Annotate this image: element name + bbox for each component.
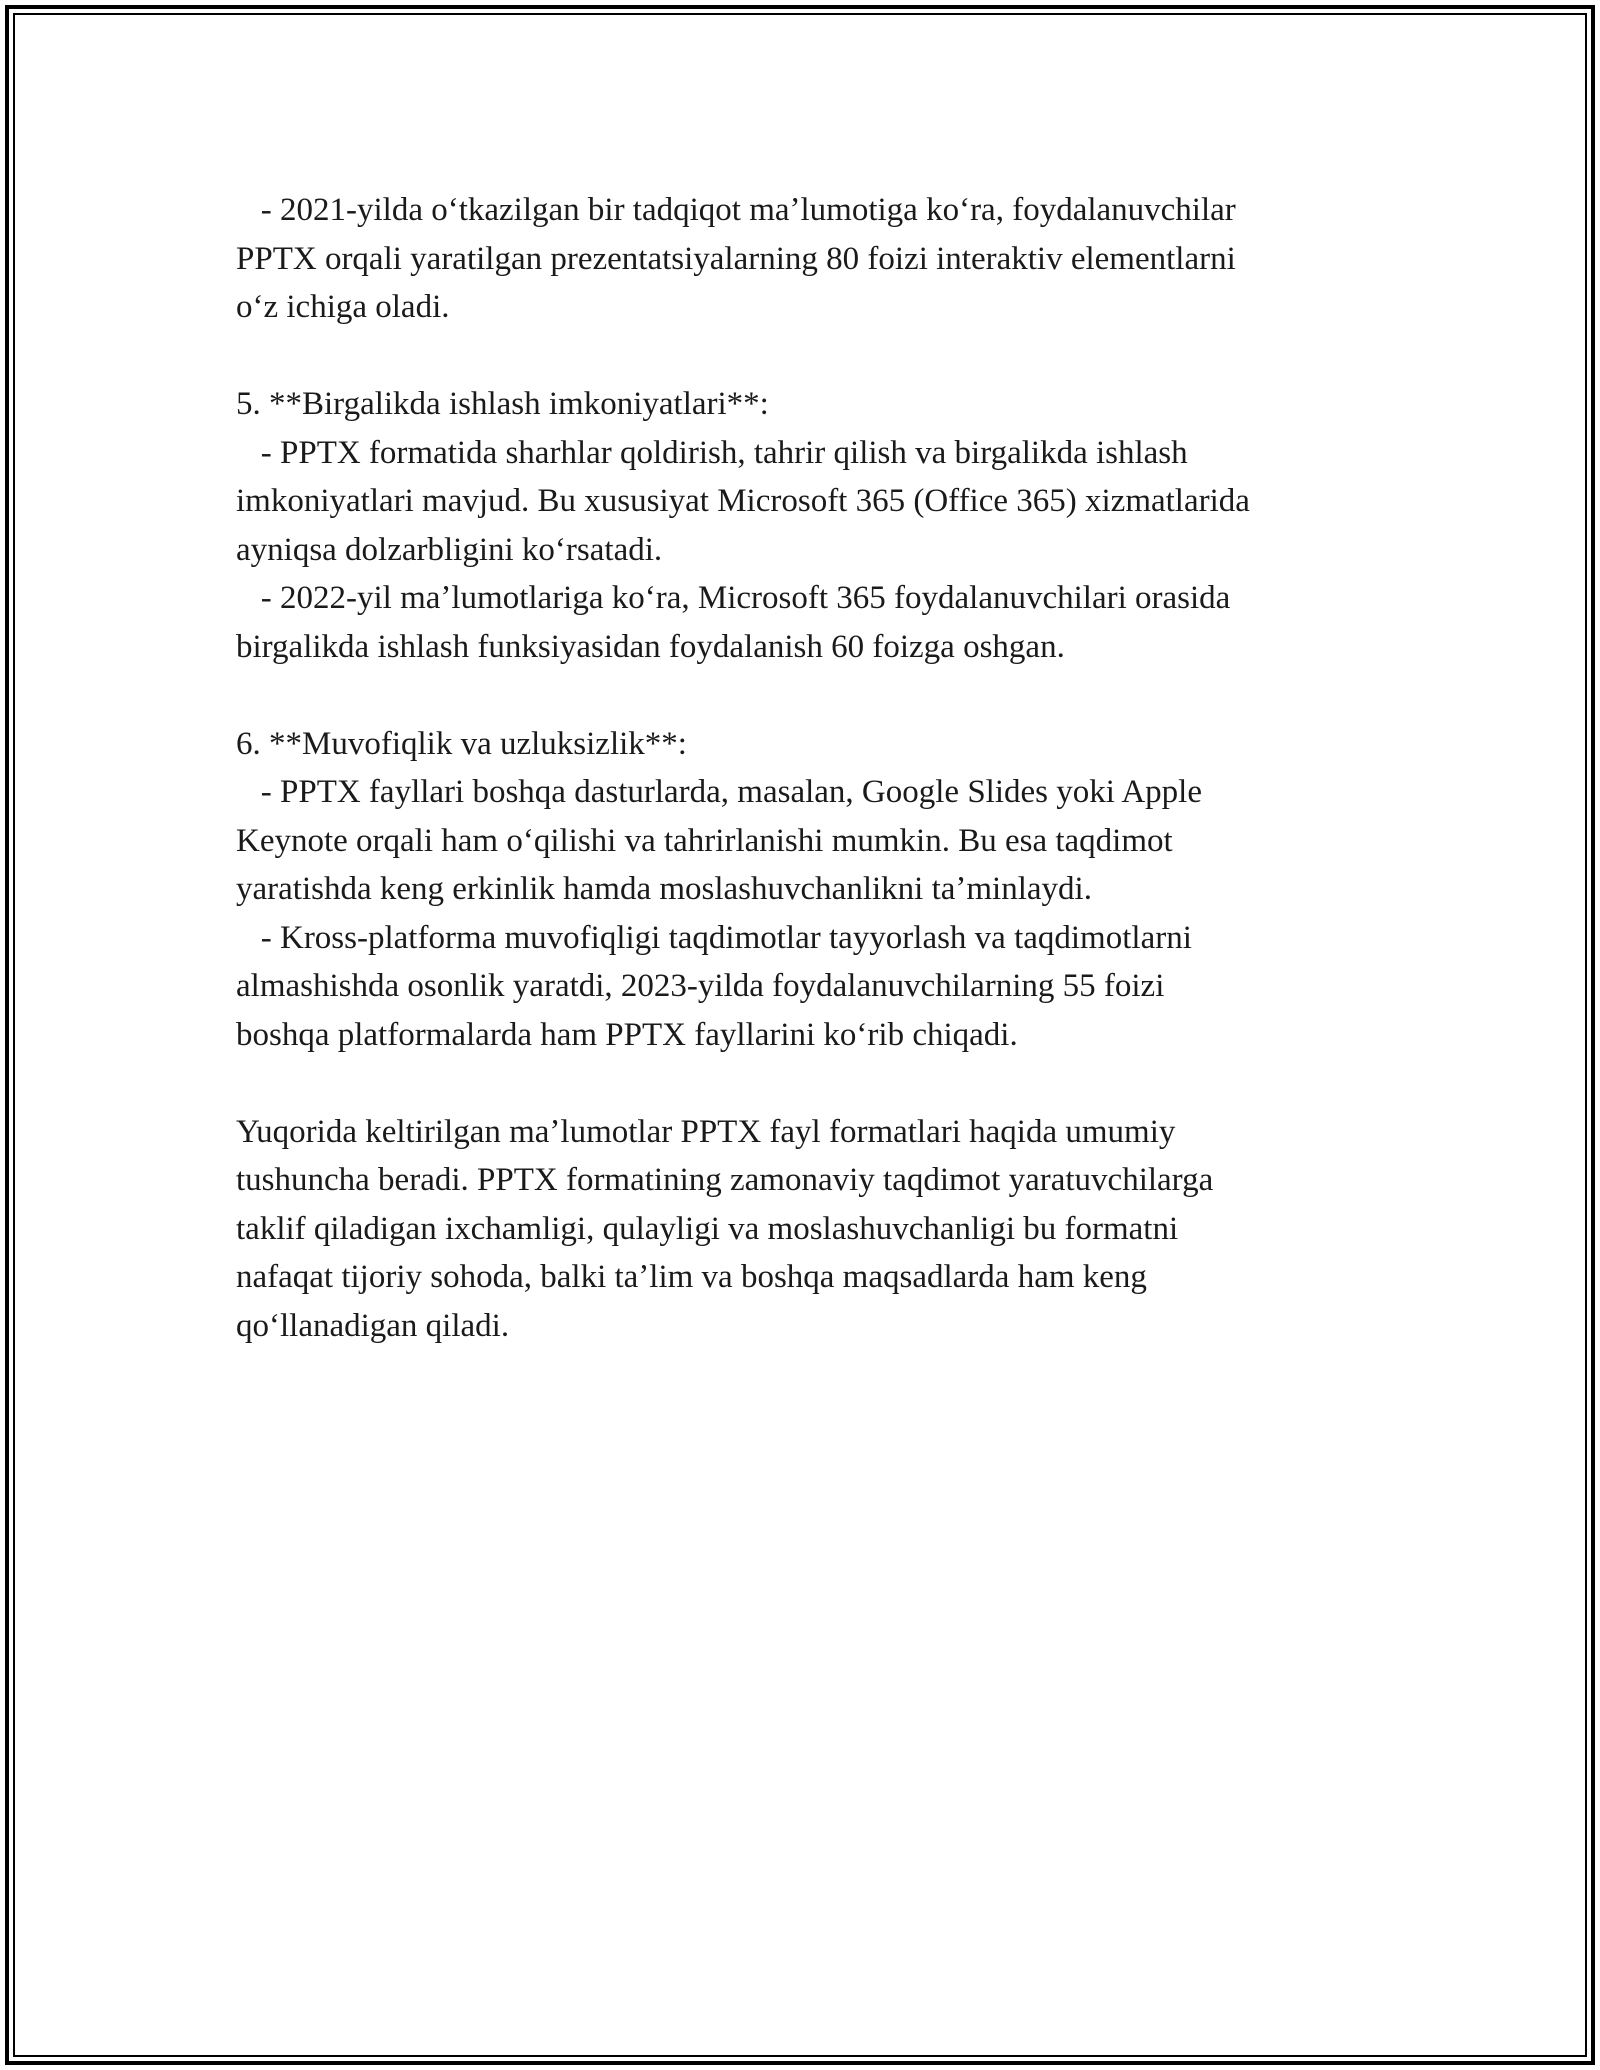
text-line: - 2021-yilda oʻtkazilgan bir tadqiqot maʼlumotiga koʻra, foydalanuvchilar xyxy=(236,192,1236,228)
text-line: tushuncha beradi. PPTX formatining zamonaviy taqdimot yaratuvchilarga xyxy=(236,1162,1214,1198)
section-collaboration xyxy=(236,380,1416,671)
paragraph-spacer xyxy=(236,671,1416,720)
text-line: almashishda osonlik yaratdi, 2023-yilda foydalanuvchilarning 55 foizi xyxy=(236,968,1165,1004)
text-line: qoʻllanadigan qiladi. xyxy=(236,1307,510,1344)
text-line: Keynote orqali ham oʻqilishi va tahrirlanishi mumkin. Bu esa taqdimot xyxy=(236,822,1173,859)
text-line: boshqa platformalarda ham PPTX fayllarini koʻrib chiqadi. xyxy=(236,1016,1018,1053)
paragraph-spacer xyxy=(236,332,1416,381)
text-line: Yuqorida keltirilgan maʼlumotlar PPTX fayl formatlari haqida umumiy xyxy=(236,1113,1176,1150)
document-body xyxy=(236,186,1416,1350)
text-line: yaratishda keng erkinlik hamda moslashuvchanlikni taʼminlaydi. xyxy=(236,871,1092,907)
text-line: oʻz ichiga oladi. xyxy=(236,289,450,325)
paragraph-spacer xyxy=(236,1059,1416,1108)
text-line: PPTX orqali yaratilgan prezentatsiyalarning 80 foizi interaktiv elementlarni xyxy=(236,240,1236,277)
section-heading: 5. **Birgalikda ishlash imkoniyatlari**: xyxy=(236,386,769,422)
text-line: ayniqsa dolzarbligini koʻrsatadi. xyxy=(236,531,663,568)
section-heading: 6. **Muvofiqlik va uzluksizlik**: xyxy=(236,725,687,762)
text-line: birgalikda ishlash funksiyasidan foydalanish 60 foizga oshgan. xyxy=(236,628,1065,665)
paragraph-research-2021 xyxy=(236,186,1416,332)
text-line: nafaqat tijoriy sohoda, balki taʼlim va boshqa maqsadlarda ham keng xyxy=(236,1259,1147,1295)
text-line: imkoniyatlari mavjud. Bu xususiyat Microsoft 365 (Office 365) xizmatlarida xyxy=(236,483,1250,519)
text-line: - PPTX formatida sharhlar qoldirish, tahrir qilish va birgalikda ishlash xyxy=(236,434,1188,471)
text-line: - Kross-platforma muvofiqligi taqdimotlar tayyorlash va taqdimotlarni xyxy=(236,919,1192,956)
text-line: - PPTX fayllari boshqa dasturlarda, masalan, Google Slides yoki Apple xyxy=(236,774,1202,810)
text-line: - 2022-yil maʼlumotlariga koʻra, Microsoft 365 foydalanuvchilari orasida xyxy=(236,580,1231,616)
text-line: taklif qiladigan ixchamligi, qulayligi va moslashuvchanligi bu formatni xyxy=(236,1210,1179,1247)
paragraph-conclusion xyxy=(236,1108,1416,1351)
section-compatibility xyxy=(236,720,1416,1060)
